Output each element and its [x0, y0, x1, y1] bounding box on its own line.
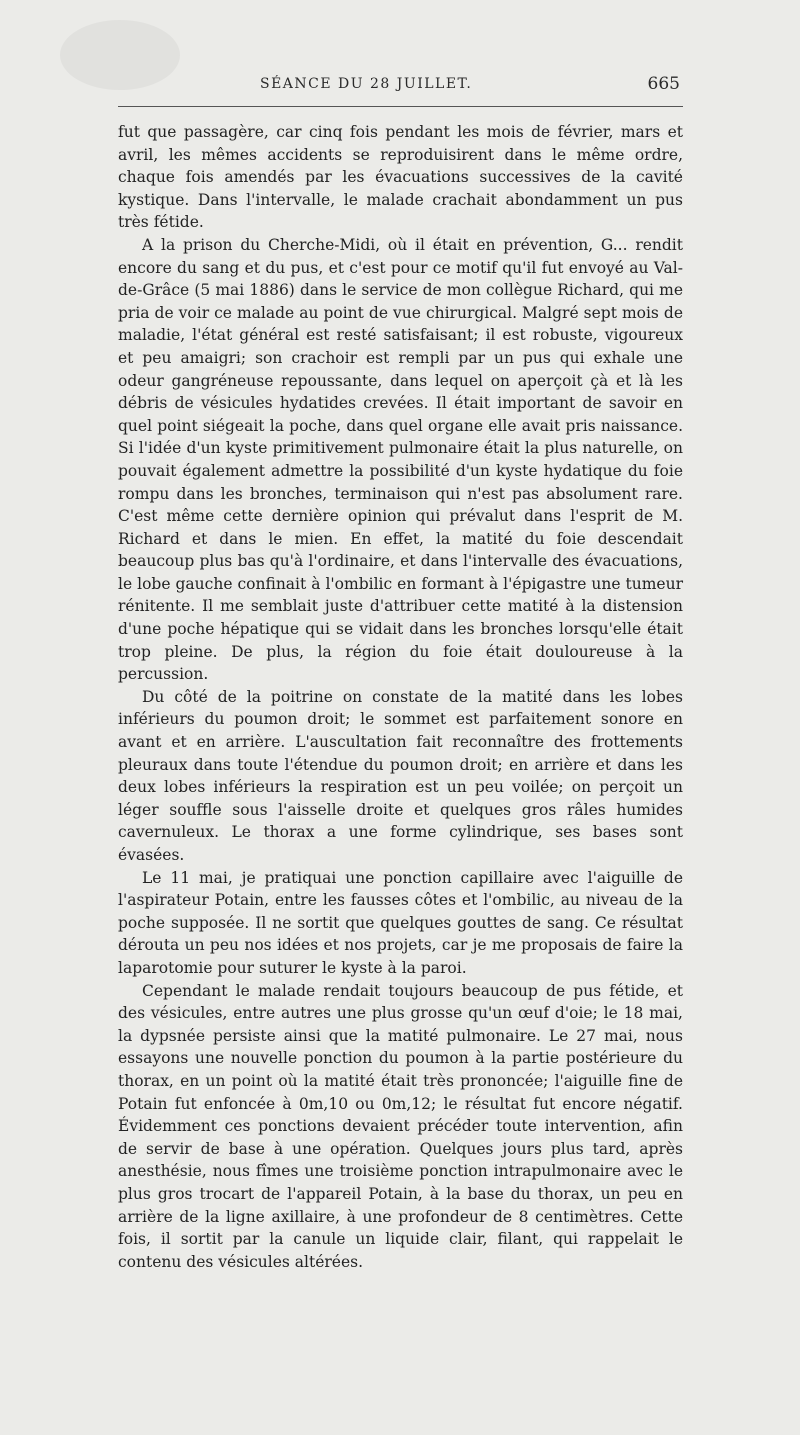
body-text: [118, 121, 683, 1273]
paragraph: Cependant le malade rendait toujours beaucoup de pus fétide, et des vésicules, entre autres une plus grosse qu'un œuf d'oie; le 18 mai, la dypsnée persiste ainsi que la matité pulmonaire. Le 27 mai, nous essayons une nouvelle ponction du poumon à la partie postérieure du thorax, en un point où la matité était très prononcée; l'aiguille fine de Potain fut enfoncée à 0m,10 ou 0m,12; le résultat fut encore négatif. Évidemment ces ponctions devaient précéder toute intervention, afin de servir de base à une opération. Quelques jours plus tard, après anesthésie, nous fîmes une troisième ponction intrapulmonaire avec le plus gros trocart de l'appareil Potain, à la base du thorax, un peu en arrière de la ligne axillaire, à une profondeur de 8 centimètres. Cette fois, il sortit par la canule un liquide clair, filant, qui rappelait le contenu des vésicules altérées.: [118, 981, 683, 1271]
header-rule: [118, 106, 683, 107]
paragraph: fut que passagère, car cinq fois pendant les mois de février, mars et avril, les mêmes accidents se reproduisirent dans le même ordre, chaque fois amendés par les évacuations successives de la cavité kystique. Dans l'intervalle, le malade crachait abondamment un pus très fétide.: [118, 123, 683, 232]
page-header: [120, 72, 680, 98]
paragraph: Du côté de la poitrine on constate de la matité dans les lobes inférieurs du poumon droit; le sommet est parfaitement sonore en avant et en arrière. L'auscultation fait reconnaître des frottements pleuraux dans toute l'étendue du poumon droit; en arrière et dans les deux lobes inférieurs la respiration est un peu voilée; on perçoit un léger souffle sous l'aisselle droite et quelques gros râles humides cavernuleux. Le thorax a une forme cylindrique, ses bases sont évasées.: [118, 687, 683, 864]
paragraph: Le 11 mai, je pratiquai une ponction capillaire avec l'aiguille de l'aspirateur Potain, entre les fausses côtes et l'ombilic, au niveau de la poche supposée. Il ne sortit que quelques gouttes de sang. Ce résultat dérouta un peu nos idées et nos projets, car je me proposais de faire la laparotomie pour suturer le kyste à la paroi.: [118, 868, 683, 977]
page-number: 665: [647, 74, 680, 94]
paragraph: A la prison du Cherche-Midi, où il était en prévention, G... rendit encore du sang et du pus, et c'est pour ce motif qu'il fut envoyé au Val-de-Grâce (5 mai 1886) dans le service de mon collègue Richard, qui me pria de voir ce malade au point de vue chirurgical. Malgré sept mois de maladie, l'état général est resté satisfaisant; il est robuste, vigoureux et peu amaigri; son crachoir est rempli par un pus qui exhale une odeur gangréneuse repoussante, dans lequel on aperçoit çà et là les débris de vésicules hydatides crevées. Il était important de savoir en quel point siégeait la poche, dans quel organe elle avait pris naissance. Si l'idée d'un kyste primitivement pulmonaire était la plus naturelle, on pouvait également admettre la possibilité d'un kyste hydatique du foie rompu dans les bronches, terminaison qui n'est pas absolument rare. C'est même cette dernière opinion qui prévalut dans l'esprit de M. Richard et dans le mien. En effet, la matité du foie descendait beaucoup plus bas qu'à l'ordinaire, et dans l'intervalle des évacuations, le lobe gauche confinait à l'ombilic en formant à l'épigastre une tumeur rénitente. Il me semblait juste d'attribuer cette matité à la distension d'une poche hépatique qui se vidait dans les bronches lorsqu'elle était trop pleine. De plus, la région du foie était douloureuse à la percussion.: [118, 235, 683, 684]
running-title: SÉANCE DU 28 JUILLET.: [260, 76, 473, 92]
